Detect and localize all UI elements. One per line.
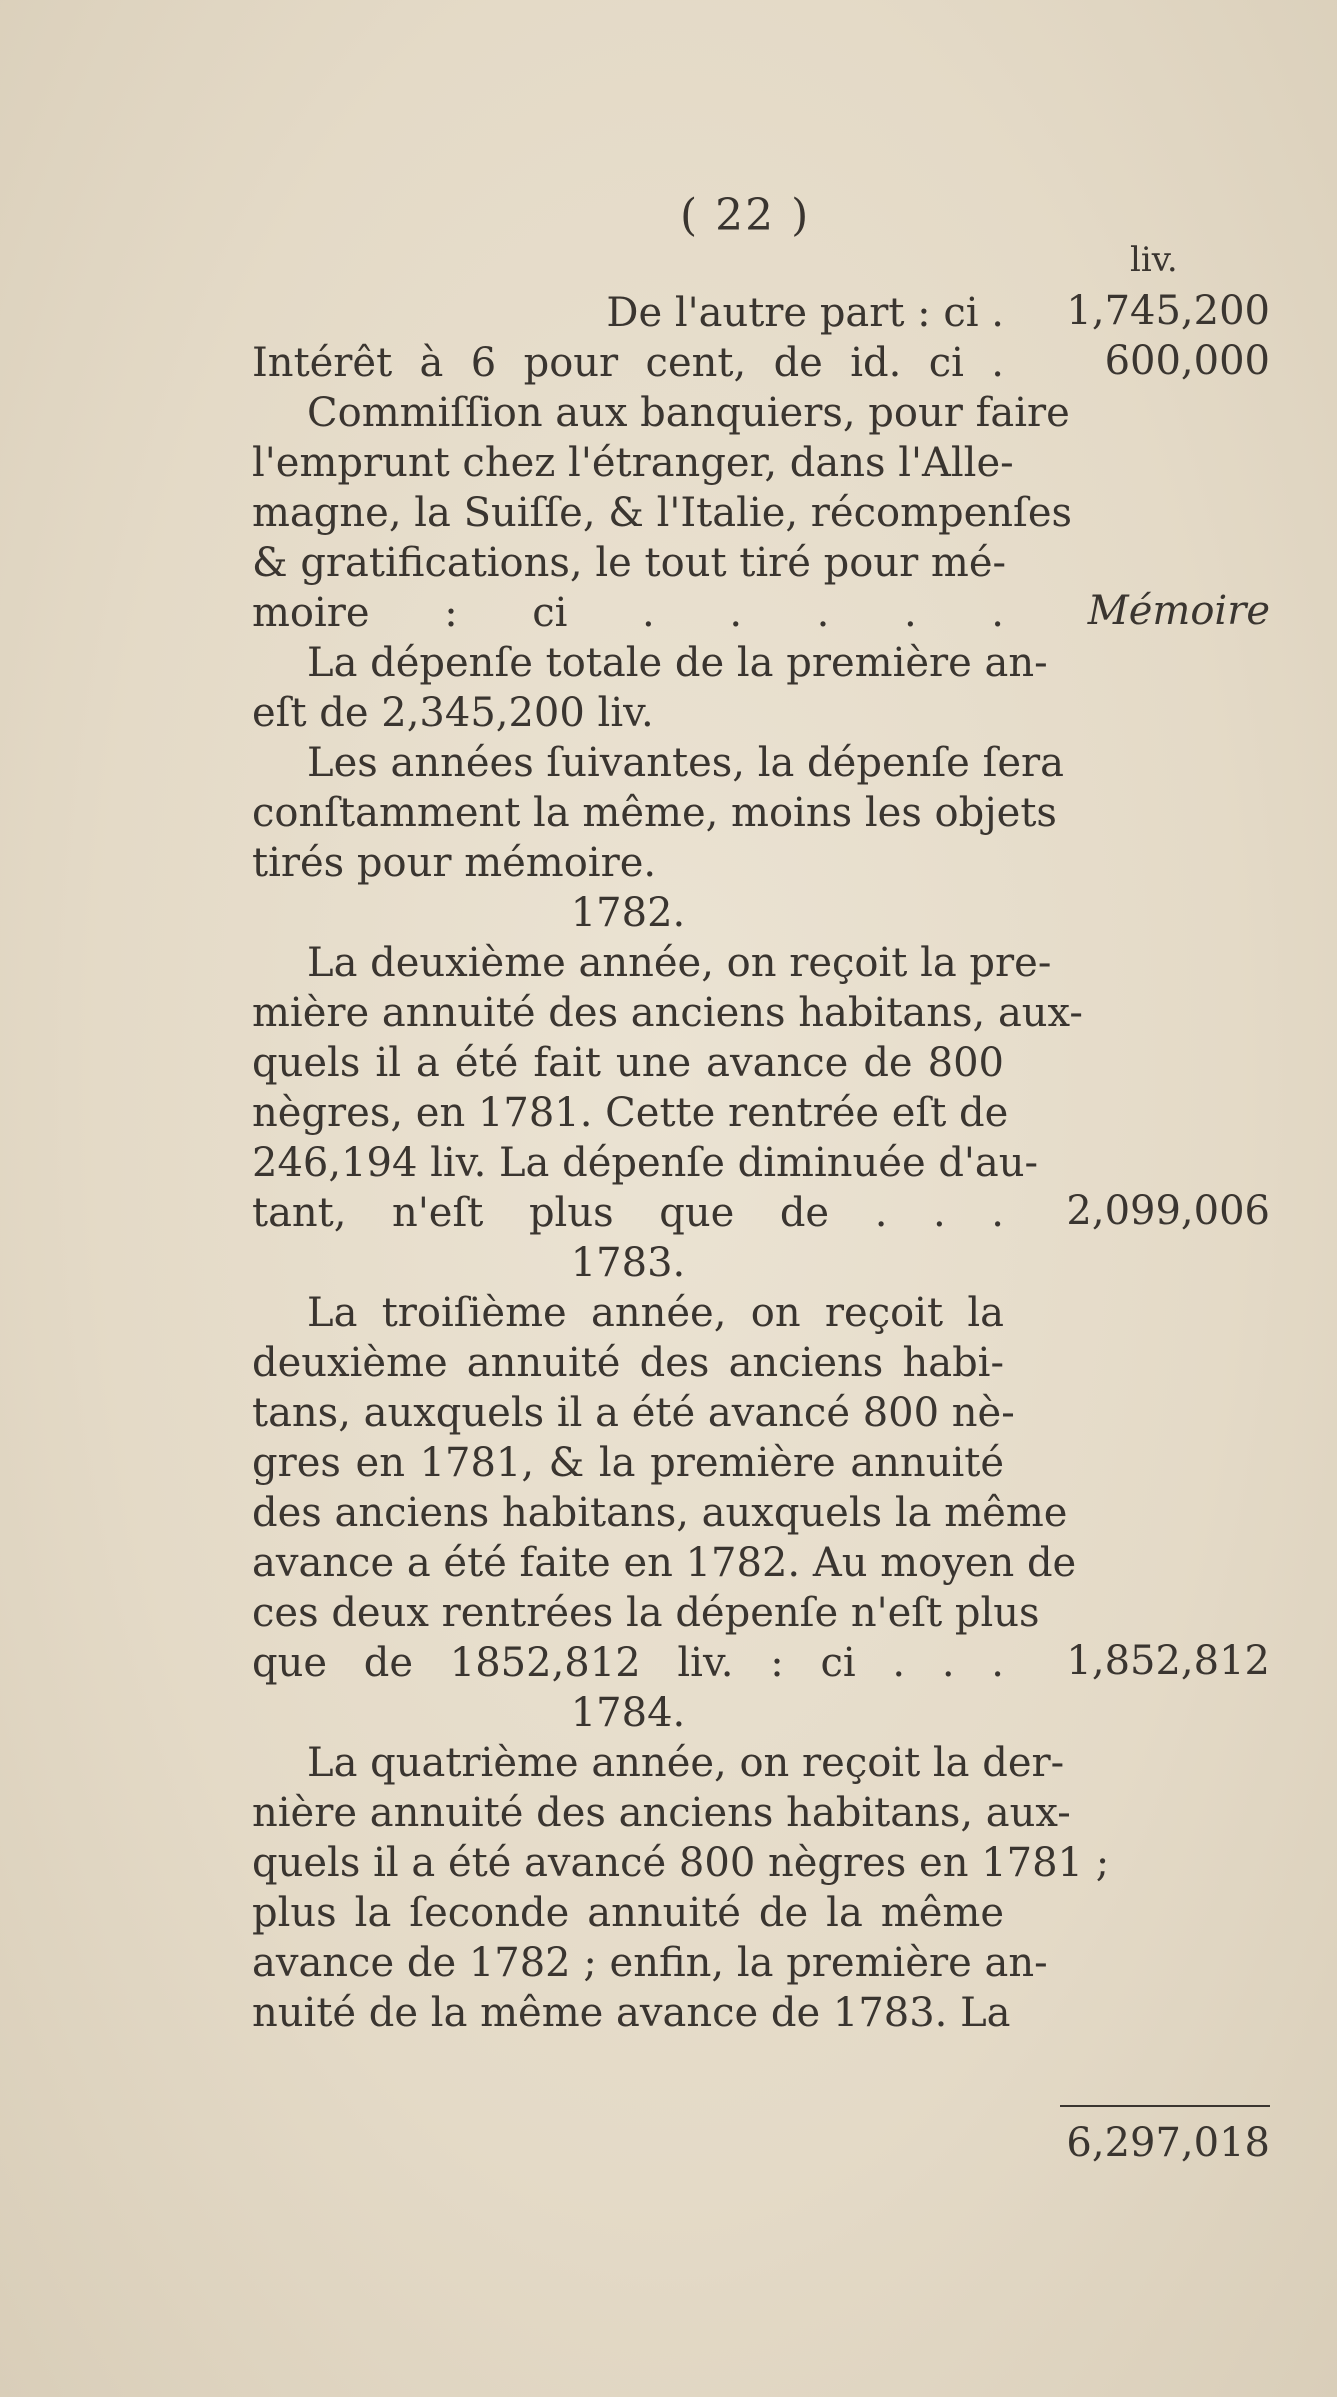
total-rule (1060, 2105, 1270, 2107)
text-line: que de 1852,812 liv. : ci . . . (252, 1640, 1004, 1686)
running-total: 6,297,018 (1066, 2120, 1270, 2166)
text-line: avance a été faite en 1782. Au moyen de (252, 1540, 1077, 1586)
text-line: La troiſième année, on reçoit la (307, 1290, 1004, 1336)
text-line: La quatrième année, on reçoit la der- (307, 1740, 1065, 1786)
amount: 600,000 (1104, 338, 1270, 384)
text-line: 246,194 liv. La dépenſe diminuée d'au- (252, 1140, 1039, 1186)
amount: 1,852,812 (1066, 1638, 1270, 1684)
text-line: mière annuité des anciens habitans, aux- (252, 990, 1083, 1036)
text-line: Intérêt à 6 pour cent, de id. ci . (252, 340, 1004, 386)
text-line: deuxième annuité des anciens habi- (252, 1340, 1004, 1386)
text-line: tirés pour mémoire. (252, 840, 657, 886)
text-line: nègres, en 1781. Cette rentrée eſt de (252, 1090, 1009, 1136)
text-line: avance de 1782 ; enfin, la première an- (252, 1940, 1048, 1986)
text-line: Les années ſuivantes, la dépenſe ſera (307, 740, 1065, 786)
text-line: nuité de la même avance de 1783. La (252, 1990, 1011, 2036)
text-line: & gratifications, le tout tiré pour mé- (252, 540, 1007, 586)
text-line: tant, n'eſt plus que de . . . (252, 1190, 1004, 1236)
text-line: Commiſſion aux banquiers, pour faire (307, 390, 1070, 436)
text-line: La dépenſe totale de la première an- (307, 640, 1048, 686)
page-number: ( 22 ) (680, 190, 811, 241)
text-line: gres en 1781, & la première annuité (252, 1440, 1004, 1486)
year-heading: 1782. (570, 890, 686, 936)
text-line: magne, la Suiſſe, & l'Italie, récompenſes (252, 490, 1073, 536)
amount-memoire: Mémoire (1087, 588, 1270, 634)
year-heading: 1783. (570, 1240, 686, 1286)
text-line: quels il a été fait une avance de 800 (252, 1040, 1004, 1086)
year-heading: 1784. (570, 1690, 686, 1736)
text-line: De l'autre part : ci . (606, 290, 1004, 336)
amount: 2,099,006 (1066, 1188, 1270, 1234)
body-text (252, 288, 1110, 2038)
text-line: l'emprunt chez l'étranger, dans l'Alle- (252, 440, 1014, 486)
text-line: des anciens habitans, auxquels la même (252, 1490, 1068, 1536)
text-line: quels il a été avancé 800 nègres en 1781 ; (252, 1840, 1110, 1886)
text-line: La deuxième année, on reçoit la pre- (307, 940, 1052, 986)
text-line: nière annuité des anciens habitans, aux- (252, 1790, 1071, 1836)
text-line: conſtamment la même, moins les objets (252, 790, 1057, 836)
text-line: moire : ci . . . . . (252, 590, 1004, 636)
text-line: ces deux rentrées la dépenſe n'eſt plus (252, 1590, 1040, 1636)
text-line: tans, auxquels il a été avancé 800 nè- (252, 1390, 1015, 1436)
currency-label: liv. (1130, 240, 1178, 280)
text-line: plus la ſeconde annuité de la même (252, 1890, 1004, 1936)
amount: 1,745,200 (1066, 288, 1270, 334)
text-line: eſt de 2,345,200 liv. (252, 690, 654, 736)
